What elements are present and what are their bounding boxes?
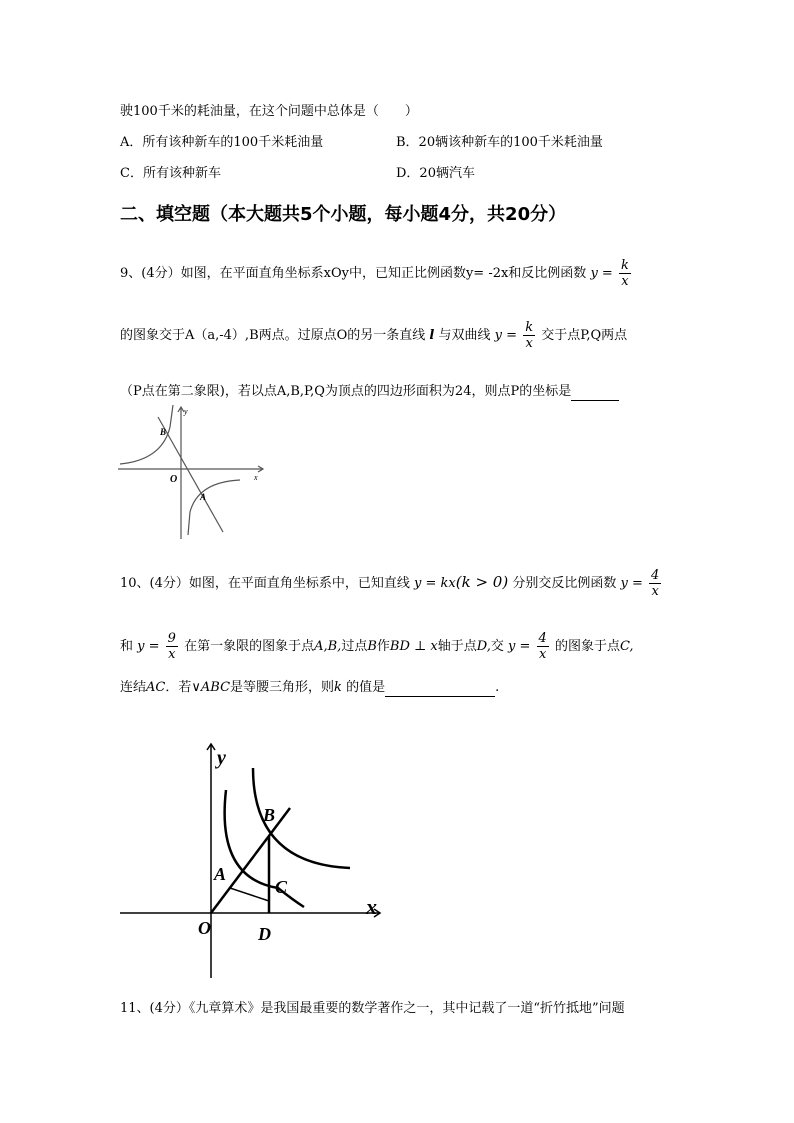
q10-yeq-3: y = — [508, 639, 531, 654]
q9-fraction-k-over-x-2 — [523, 320, 535, 351]
q9-line1-text: 9、(4分）如图，在平面直角坐标系xOy中，已知正比例函数y= -2x和反比例函数 — [120, 266, 587, 281]
frac-num: 4 — [538, 631, 547, 646]
fig-label-b: B — [263, 805, 276, 825]
q9-line3-text: （P点在第二象限)，若以点A,B,P,Q为顶点的四边形面积为24，则点P的坐标是 — [120, 384, 572, 399]
frac-den: x — [538, 647, 547, 662]
section-heading: 二、填空题（本大题共5个小题，每小题4分，共20分） — [120, 204, 567, 225]
q8-option-d: D．20辆汽车 — [396, 166, 475, 181]
q10-line3-text-c: ．若 — [165, 680, 192, 695]
fig-label-y: y — [184, 407, 188, 416]
answer-blank — [571, 382, 619, 401]
segment-ac — [230, 888, 269, 901]
q10-segment-ac: AC — [146, 680, 166, 695]
q9-line-l: l — [429, 328, 435, 343]
q10-point-c: C, — [619, 639, 634, 654]
q10-k: k — [334, 680, 342, 695]
fig-label-b: B — [160, 427, 167, 437]
q10-k-condition: (k > 0) — [455, 573, 509, 591]
q8-option-b: B．20辆该种新车的100千米耗油量 — [396, 135, 603, 150]
q9-yeq-1: y = — [590, 266, 613, 281]
q11-line-1: 11、(4分）《九章算术》是我国最重要的数学著作之一，其中记载了一道“折竹抵地”问题 — [120, 1001, 625, 1016]
q10-line3-text-a: 连结 — [120, 680, 147, 695]
q10-triangle-abc: ∨ABC — [191, 680, 231, 695]
q10-bd-perp: BD ⊥ x — [389, 639, 438, 654]
q10-line2-text-d: 过点 — [341, 639, 368, 654]
q10-line2-text-b: 在第一象限的图象于点 — [184, 639, 315, 654]
frac-den: x — [651, 584, 659, 599]
answer-blank — [385, 678, 495, 697]
fig-label-a: A — [214, 864, 227, 884]
q10-line3-text-e: 是等腰三角形，则 — [230, 680, 335, 695]
q8-option-a: A．所有该种新车的100千米耗油量 — [120, 135, 324, 150]
q10-line-2 — [120, 631, 634, 662]
frac-den: x — [168, 647, 176, 662]
q8-stem: 驶100千米的耗油量，在这个问题中总体是（ ） — [120, 104, 418, 119]
q9-line-1 — [120, 258, 633, 289]
q9-line2-text-a: 的图象交于A（a,-4）,B两点。过原点O的另一条直线 — [120, 328, 426, 343]
fig-label-c: C — [275, 877, 288, 897]
q10-fraction-4-over-x-2 — [537, 631, 549, 662]
q10-line2-text-f: 作 — [376, 639, 390, 654]
hyperbola-branch-q4 — [188, 480, 240, 535]
line-y-kx — [211, 808, 290, 913]
q10-point-d: D, — [476, 639, 491, 654]
q10-line2-text-j: 交 — [490, 639, 504, 654]
q10-fraction-4-over-x — [649, 568, 661, 599]
q10-fraction-9-over-x — [166, 631, 178, 662]
q10-line2-text-k: 的图象于点 — [554, 639, 620, 654]
line-y-neg2x — [158, 417, 223, 532]
frac-num: 4 — [651, 568, 660, 583]
q10-hyperbola-figure — [118, 738, 388, 983]
q10-line3-text-g: 的值是 — [346, 680, 386, 695]
fig-label-x: x — [254, 473, 258, 482]
q9-line2-text-d: 交于点P,Q两点 — [541, 328, 628, 343]
q9-hyperbola-figure — [118, 402, 270, 540]
q10-period: . — [495, 680, 500, 695]
q10-line2-text-h: 轴于点 — [437, 639, 477, 654]
frac-num: k — [620, 258, 629, 273]
fig-label-d: D — [258, 924, 271, 944]
q10-line-1 — [120, 568, 663, 599]
q9-line-3 — [120, 382, 619, 401]
q10-points-ab: A,B, — [314, 639, 342, 654]
q8-option-c: C．所有该种新车 — [120, 166, 221, 181]
q10-line-eq: y = kx — [414, 576, 456, 591]
q10-line1-text-d: 分别交反比例函数 — [512, 576, 617, 591]
q9-line2-text-c: 与双曲线 — [438, 328, 491, 343]
frac-num: 9 — [167, 631, 176, 646]
q10-yeq-2: y = — [137, 639, 160, 654]
fig-label-o: O — [198, 918, 211, 938]
q10-yeq-1: y = — [620, 576, 643, 591]
fig-label-x: x — [366, 894, 377, 919]
q10-line1-text-a: 10、(4分）如图，在平面直角坐标系中，已知直线 — [120, 576, 410, 591]
frac-den: x — [525, 336, 533, 351]
fig-label-y: y — [217, 747, 226, 769]
fig-label-a: A — [200, 492, 207, 502]
frac-num: k — [525, 320, 534, 335]
frac-den: x — [621, 274, 629, 289]
q9-fraction-k-over-x — [619, 258, 631, 289]
q9-yeq-2: y = — [494, 328, 518, 343]
q10-line2-text-a: 和 — [120, 639, 134, 654]
q10-point-b: B — [367, 639, 377, 654]
fig-label-o: O — [170, 474, 178, 485]
q9-line-2 — [120, 320, 627, 351]
q10-line-3 — [120, 678, 499, 697]
